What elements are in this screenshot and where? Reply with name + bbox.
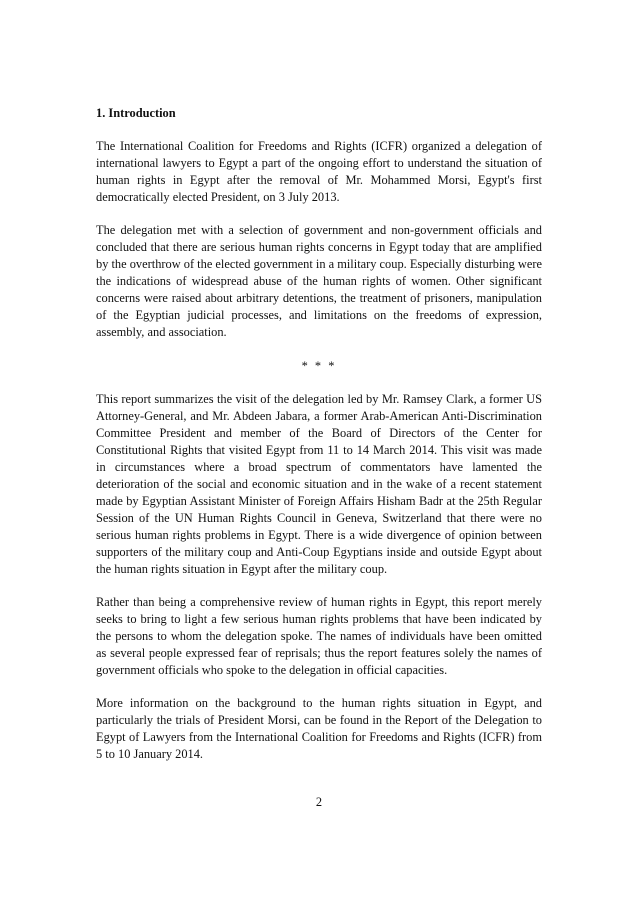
page-number: 2 — [315, 795, 323, 809]
paragraph-report-summary: This report summarizes the visit of the delegation led by Mr. Ramsey Clark, a former US Attorney-General, and Mr. Abdeen Jabara, a former Arab-American Anti-Discrimination Committee President and member of the Board of Directors of the Center for Constitutional Rights that visited Egypt from 11 to 14 March 2014. This visit was made in circumstances where a broad spectrum of commentators have lamented the deterioration of the social and economic situation and in the wake of a recent statement made by Egyptian Assistant Minister of Foreign Affairs Hisham Badr at the 25th Regular Session of the UN Human Rights Council in Geneva, Switzerland that there were no serious human rights problems in Egypt. There is a wide divergence of opinion between supporters of the military coup and Anti-Coup Egyptians inside and outside Egypt about the human rights situation in Egypt after the military coup. — [96, 391, 542, 576]
paragraph-more-info: More information on the background to the human rights situation in Egypt, and particularly the trials of President Morsi, can be found in the Report of the Delegation to Egypt of Lawyers from the International Coalition for Freedoms and Rights (ICFR) from 5 to 10 January 2014. — [96, 696, 542, 762]
paragraph-scope: Rather than being a comprehensive review of human rights in Egypt, this report merely seeks to bring to light a few serious human rights problems that have been indicated by the persons to whom the delegation spoke. The names of individuals have been omitted as several people expressed fear of reprisals; thus the report features solely the names of government officials who spoke to the delegation in official capacities. — [96, 595, 542, 678]
section-heading: 1. Introduction — [96, 106, 176, 120]
paragraph-intro: The International Coalition for Freedoms and Rights (ICFR) organized a delegation of international lawyers to Egypt a part of the ongoing effort to understand the situation of human rights in Egypt after the removal of Mr. Mohammed Morsi, Egypt's first democratically elected President, on 3 July 2013. — [96, 139, 542, 205]
paragraph-findings: The delegation met with a selection of government and non-government officials and concluded that there are serious human rights concerns in Egypt today that are amplified by the overthrow of the elected government in a military coup. Especially disturbing were the indications of widespread abuse of the human rights of women. Other significant concerns were raised about arbitrary detentions, the treatment of prisoners, manipulation of the Egyptian judicial processes, and limitations on the freedoms of expression, assembly, and association. — [96, 223, 542, 340]
section-separator: * * * — [301, 358, 337, 373]
page-content — [96, 105, 542, 779]
